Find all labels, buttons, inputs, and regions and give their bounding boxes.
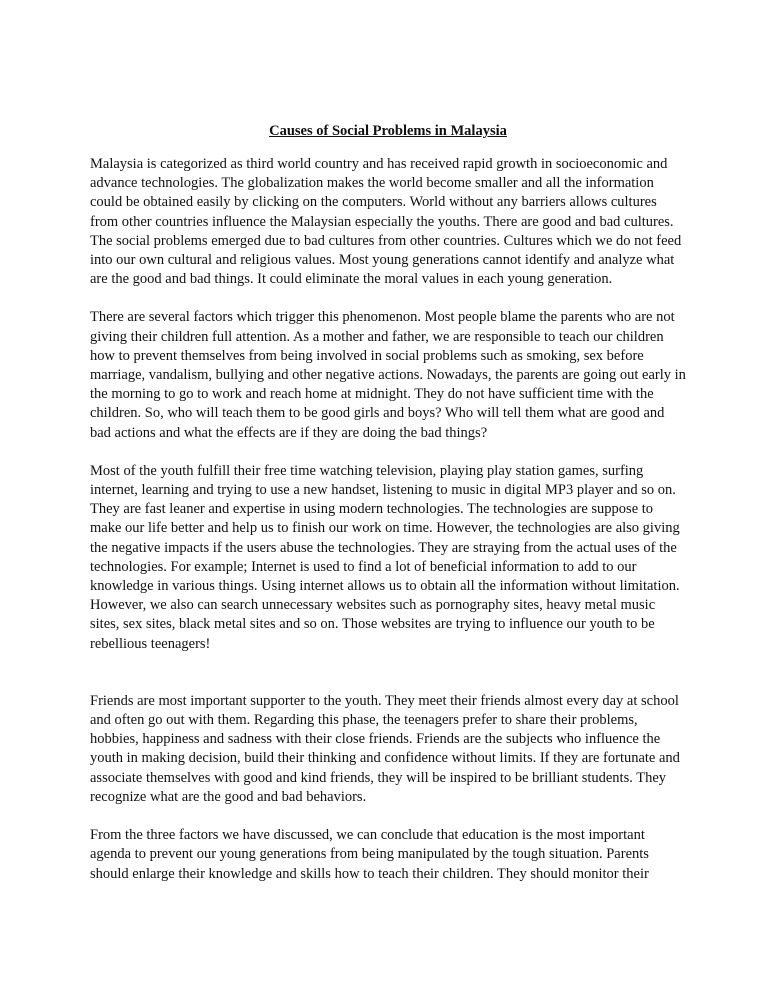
paragraph-friends: Friends are most important supporter to the youth. They meet their friends almost every day at school and often go out with them. Regarding this phase, the teenagers prefer to share their problems, hobbies, happiness and sadness with their close friends. Friends are the subjects who influence the youth in making decision, build their thinking and confidence without limits. If they are fortunate and associate themselves with good and kind friends, they will be inspired to be brilliant students. They recognize what are the good and bad behaviors.	[90, 692, 680, 805]
paragraph-conclusion: From the three factors we have discussed, we can conclude that education is the most important agenda to prevent our young generations from being manipulated by the tough situation. Parents should enlarge their knowledge and skills how to teach their children. They should monitor their	[90, 827, 649, 882]
paragraph-parents: There are several factors which trigger this phenomenon. Most people blame the parents who are not giving their children full attention. As a mother and father, we are responsible to teach our children how to prevent themselves from being involved in social problems such as smoking, sex before marriage, vandalism, bullying and other negative actions. Nowadays, the parents are going out early in the morning to go to work and reach home at midnight. They do not have sufficient time with the children. So, who will teach them to be good girls and boys? Who will tell them what are good and bad actions and what the effects are if they are doing the bad things?	[90, 309, 686, 441]
paragraph-gap	[90, 443, 686, 462]
paragraph-intro: Malaysia is categorized as third world country and has received rapid growth in socioeconomic and advance technologies. The globalization makes the world become smaller and all the information could be obtained easily by clicking on the computers. World without any barriers allows cultures from other countries influence the Malaysian especially the youths. There are good and bad cultures. The social problems emerged due to bad cultures from other countries. Cultures which we do not feed into our own cultural and religious values. Most young generations cannot identify and analyze what are the good and bad things. It could eliminate the moral values in each young generation.	[90, 156, 682, 288]
document-title: Causes of Social Problems in Malaysia	[269, 123, 507, 139]
document-page	[90, 122, 686, 884]
paragraph-gap	[90, 289, 686, 308]
paragraph-gap	[90, 807, 686, 826]
paragraph-gap	[90, 654, 686, 692]
paragraph-technology: Most of the youth fulfill their free time watching television, playing play station games, surfing internet, learning and trying to use a new handset, listening to music in digital MP3 player and so on. They are fast leaner and expertise in using modern technologies. The technologies are suppose to make our life better and help us to finish our work on time. However, the technologies are also giving the negative impacts if the users abuse the technologies. They are straying from the actual uses of the technologies. For example; Internet is used to find a lot of beneficial information to add to our knowledge in various things. Using internet allows us to obtain all the information without limitation. However, we also can search unnecessary websites such as pornography sites, heavy metal music sites, sex sites, black metal sites and so on. Those websites are trying to influence our youth to be rebellious teenagers!	[90, 462, 680, 652]
